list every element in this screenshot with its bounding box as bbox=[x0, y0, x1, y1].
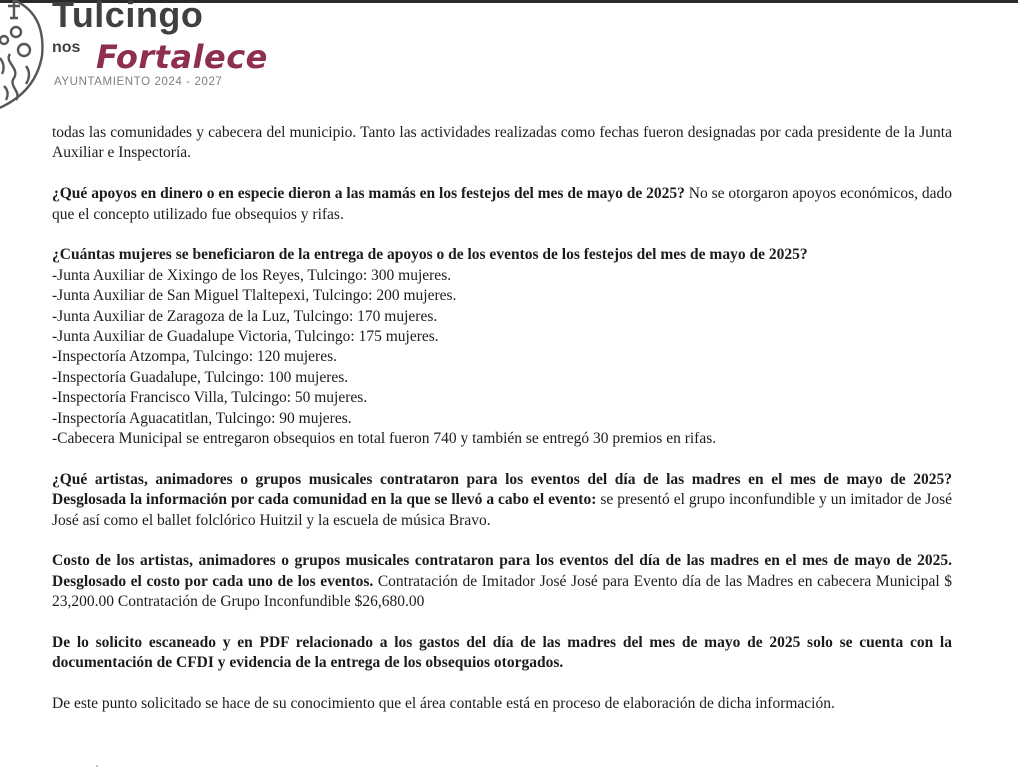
q3-question: ¿Qué artistas, animadores o grupos musicales contrataron para los eventos del día de las madres en el mes de mayo de 2025? Desglosada la información por cada comunidad en la que se llevó a cabo el evento: bbox=[52, 470, 952, 509]
scan-speck bbox=[96, 765, 98, 767]
list-item: -Cabecera Municipal se entregaron obsequios en total fueron 740 y también se entregó 30 premios en rifas. bbox=[52, 430, 717, 448]
closing-paragraph: De este punto solicitado se hace de su conocimiento que el área contable está en proceso de elaboración de dicha información. bbox=[52, 695, 835, 713]
list-item: -Inspectoría Aguacatitlan, Tulcingo: 90 mujeres. bbox=[52, 409, 352, 427]
q4-answer: Contratación de Imitador José José para Evento día de las Madres en cabecera Municipal $ 23,200.00 Contratación de Grupo Inconfundible $26,680.00 bbox=[52, 572, 952, 611]
q5-statement: De lo solicito escaneado y en PDF relacionado a los gastos del día de las madres del mes de mayo de 2025 solo se cuenta con la documentación de CFDI y evidencia de la entrega de los obsequios otorgados. bbox=[52, 634, 952, 672]
list-item: -Junta Auxiliar de San Miguel Tlaltepexi, Tulcingo: 200 mujeres. bbox=[52, 287, 457, 305]
brand-script: Fortalece bbox=[96, 38, 268, 76]
q3-paragraph bbox=[52, 470, 952, 531]
brand-subtitle: AYUNTAMIENTO 2024 - 2027 bbox=[54, 76, 223, 88]
list-item: -Junta Auxiliar de Guadalupe Victoria, Tulcingo: 175 mujeres. bbox=[52, 328, 439, 346]
brand-nos: nos bbox=[52, 39, 81, 56]
q5-paragraph bbox=[52, 633, 952, 674]
q2-question bbox=[52, 245, 952, 265]
letterhead bbox=[0, 0, 400, 118]
list-item: -Inspectoría Atzompa, Tulcingo: 120 mujeres. bbox=[52, 348, 337, 366]
municipal-emblem-icon bbox=[0, 0, 54, 120]
list-item: -Junta Auxiliar de Zaragoza de la Luz, Tulcingo: 170 mujeres. bbox=[52, 307, 438, 325]
q4-question: Costo de los artistas, animadores o grupos musicales contrataron para los eventos del día de las madres en el mes de mayo de 2025. Desglosado el costo por cada uno de los eventos. bbox=[52, 552, 952, 590]
list-item: -Junta Auxiliar de Xixingo de los Reyes, Tulcingo: 300 mujeres. bbox=[52, 266, 452, 284]
intro-paragraph: todas las comunidades y cabecera del municipio. Tanto las actividades realizadas como fechas fueron designadas por cada presidente de la Junta Auxiliar e Inspectoría. bbox=[52, 124, 952, 162]
list-item: -Inspectoría Guadalupe, Tulcingo: 100 mujeres. bbox=[52, 368, 349, 386]
q1-answer: No se otorgaron apoyos económicos, dado que el concepto utilizado fue obsequios y rifas. bbox=[52, 185, 952, 223]
q4-paragraph bbox=[52, 551, 952, 612]
q1-paragraph bbox=[52, 184, 952, 225]
q2-question-text: ¿Cuántas mujeres se beneficiaron de la entrega de apoyos o de los eventos de los festejos del mes de mayo de 2025? bbox=[52, 246, 808, 264]
document-body bbox=[52, 123, 952, 715]
beneficiaries-list bbox=[52, 266, 952, 450]
list-item: -Inspectoría Francisco Villa, Tulcingo: 50 mujeres. bbox=[52, 389, 368, 407]
brand-title: Tulcingo bbox=[52, 0, 204, 35]
q3-answer: se presentó el grupo inconfundible y un imitador de José José así como el ballet folclórico Huitzil y la escuela de música Bravo. bbox=[52, 491, 952, 529]
q1-question: ¿Qué apoyos en dinero o en especie dieron a las mamás en los festejos del mes de mayo de 2025? bbox=[52, 185, 685, 203]
